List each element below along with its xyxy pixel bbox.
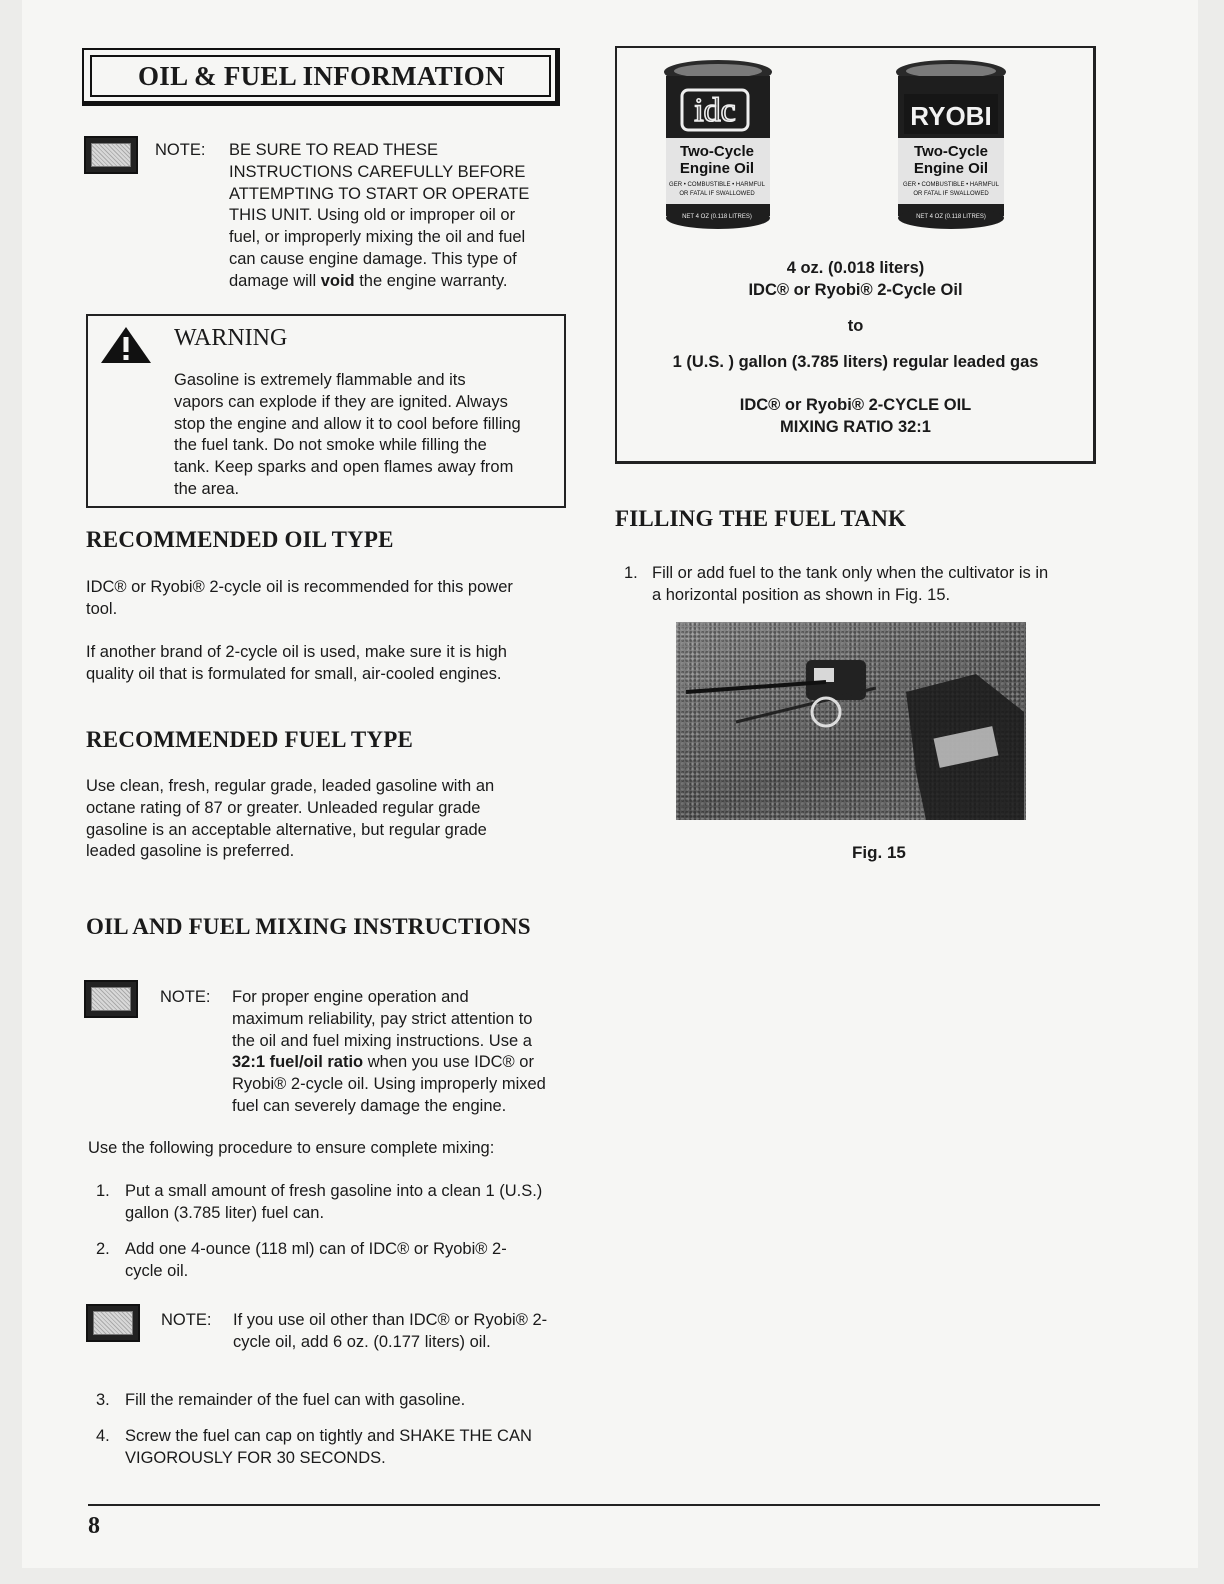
note-line: damage will void the engine warranty.	[229, 271, 508, 290]
step-3-number: 3.	[96, 1391, 110, 1409]
note-icon	[86, 1304, 140, 1342]
note-icon	[84, 980, 138, 1018]
page-title: OIL & FUEL INFORMATION	[138, 60, 505, 91]
ratio-oil-type: IDC® or Ryobi® 2-Cycle Oil	[748, 281, 963, 299]
mixing-heading: OIL AND FUEL MIXING INSTRUCTIONS	[86, 914, 531, 939]
step-4-text: Screw the fuel can cap on tightly and SHAKE THE CAN VIGOROUSLY FOR 30 SECONDS.	[125, 1427, 532, 1467]
svg-text:Engine Oil: Engine Oil	[679, 160, 755, 177]
ratio-gas-amount: 1 (U.S. ) gallon (3.785 liters) regular leaded gas	[672, 353, 1039, 371]
step-1-text: Put a small amount of fresh gasoline into a clean 1 (U.S.) gallon (3.785 liter) fuel can.	[125, 1182, 543, 1222]
section-title-box	[82, 48, 560, 106]
filling-step-number: 1.	[624, 564, 638, 582]
ratio-oil-amount: 4 oz. (0.018 liters)	[786, 259, 925, 277]
mixing-note2-text: If you use oil other than IDC® or Ryobi® 2- cycle oil, add 6 oz. (0.177 liters) oil.	[233, 1311, 548, 1351]
ratio-value: MIXING RATIO 32:1	[780, 418, 931, 436]
oil-type-heading: RECOMMENDED OIL TYPE	[86, 527, 394, 552]
note-icon	[84, 136, 138, 174]
can2-brand: RYOBI	[910, 101, 992, 131]
svg-text:OR FATAL IF SWALLOWED: OR FATAL IF SWALLOWED	[913, 191, 989, 197]
warning-line: the area.	[174, 479, 240, 498]
ryobi-oil-can-image	[894, 58, 1008, 236]
mixing-intro: Use the following procedure to ensure complete mixing:	[88, 1139, 495, 1157]
note-line: INSTRUCTIONS CAREFULLY BEFORE	[229, 162, 526, 181]
step-2-text: Add one 4-ounce (118 ml) can of IDC® or Ryobi® 2- cycle oil.	[125, 1240, 507, 1280]
warning-line: vapors can explode if they are ignited. Always	[174, 392, 508, 411]
note-label: NOTE:	[155, 141, 206, 159]
svg-text:GER • COMBUSTIBLE • HARMFUL: GER • COMBUSTIBLE • HARMFUL	[903, 182, 999, 188]
note-label: NOTE:	[160, 988, 211, 1006]
note-line: fuel, or improperly mixing the oil and fuel	[229, 228, 526, 247]
svg-text:Two-Cycle: Two-Cycle	[680, 143, 754, 160]
mixing-note-text: For proper engine operation and maximum reliability, pay strict attention to the oil and fuel mixing instructions. Use a 32:1 fuel/oil ratio when you use IDC® or Ryobi® 2-cycle oil. Using improperly mixed fuel can severely damage the engine.	[232, 988, 546, 1115]
warning-line: Gasoline is extremely flammable and its	[174, 371, 466, 389]
svg-text:OR FATAL IF SWALLOWED: OR FATAL IF SWALLOWED	[679, 191, 755, 197]
can1-brand: idc	[694, 92, 736, 129]
filling-step-text: Fill or add fuel to the tank only when the cultivator is in a horizontal position as shown in Fig. 15.	[652, 564, 1049, 604]
note-text	[229, 140, 529, 293]
svg-text:Engine Oil: Engine Oil	[913, 160, 989, 177]
step-4-number: 4.	[96, 1427, 110, 1445]
note-line: ATTEMPTING TO START OR OPERATE	[229, 184, 530, 203]
step-2-number: 2.	[96, 1240, 110, 1258]
note-label: NOTE:	[161, 1311, 212, 1329]
oil-type-paragraph-2: If another brand of 2-cycle oil is used, make sure it is high quality oil that is formulated for small, air-cooled engines.	[86, 643, 507, 683]
note-line: THIS UNIT. Using old or improper oil or	[229, 206, 516, 225]
svg-text:NET 4 OZ (0.118 LITRES): NET 4 OZ (0.118 LITRES)	[682, 214, 752, 220]
void-emphasis: void	[320, 271, 355, 290]
note-line: can cause engine damage. This type of	[229, 249, 517, 268]
ratio-to: to	[847, 317, 864, 335]
footer-rule	[88, 1504, 1100, 1506]
step-3-text: Fill the remainder of the fuel can with gasoline.	[125, 1391, 466, 1409]
cultivator-photo	[676, 622, 1026, 820]
warning-triangle-icon	[100, 326, 152, 364]
warning-line: the fuel tank. Do not smoke while filling the	[174, 436, 487, 455]
warning-text	[174, 370, 521, 501]
fuel-type-heading: RECOMMENDED FUEL TYPE	[86, 727, 414, 752]
note-line: BE SURE TO READ THESE	[229, 141, 439, 159]
idc-oil-can-image	[662, 58, 774, 236]
warning-heading: WARNING	[174, 325, 288, 351]
step-1-number: 1.	[96, 1182, 110, 1200]
svg-text:NET 4 OZ (0.118 LITRES): NET 4 OZ (0.118 LITRES)	[916, 214, 986, 220]
ratio-oil-label: IDC® or Ryobi® 2-CYCLE OIL	[739, 396, 972, 414]
svg-text:Two-Cycle: Two-Cycle	[914, 143, 988, 160]
page-number: 8	[88, 1513, 100, 1539]
warning-line: stop the engine and allow it to cool before filling	[174, 414, 521, 433]
filling-heading: FILLING THE FUEL TANK	[615, 506, 907, 531]
fuel-type-paragraph: Use clean, fresh, regular grade, leaded gasoline with an octane rating of 87 or greater. Unleaded regular grade gasoline is an acceptable alternative, but regular grade leaded gasoline is preferred.	[86, 777, 495, 861]
oil-type-paragraph-1: IDC® or Ryobi® 2-cycle oil is recommended for this power tool.	[86, 578, 513, 618]
ratio-emphasis: 32:1 fuel/oil ratio	[232, 1053, 364, 1072]
warning-line: tank. Keep sparks and open flames away from	[174, 458, 514, 477]
svg-text:GER • COMBUSTIBLE • HARMFUL: GER • COMBUSTIBLE • HARMFUL	[669, 182, 765, 188]
figure-caption: Fig. 15	[852, 843, 906, 862]
